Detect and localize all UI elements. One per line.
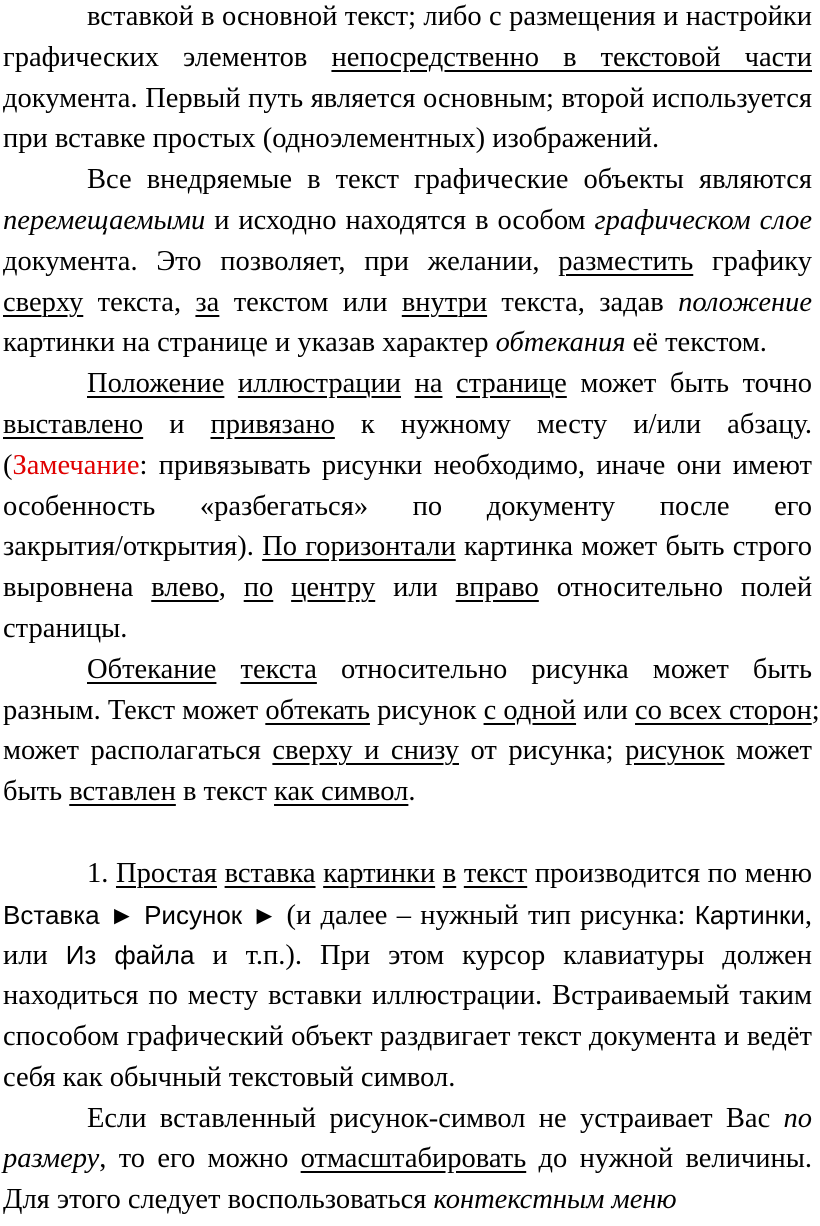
underlined-text: центру (291, 572, 376, 604)
text-line (3, 772, 812, 813)
blank-line (3, 813, 812, 854)
text-line (3, 283, 812, 324)
underlined-text: с одной (483, 694, 577, 726)
text-run: текстом или (233, 286, 388, 318)
underlined-text: вставлен (69, 776, 176, 808)
text-run: к нужному месту и/или абзацу. (360, 408, 813, 440)
text-line (3, 201, 812, 242)
italic-text: перемещаемыми (3, 204, 206, 236)
text-run: её текстом. (632, 327, 767, 359)
text-run: ( (3, 449, 13, 481)
underlined-text: Положение (87, 368, 225, 400)
text-run: картинка может быть строго (464, 531, 812, 563)
underlined-text: обтекать (265, 694, 370, 726)
underlined-text: текст (463, 857, 528, 889)
italic-text: графическом слое (594, 204, 812, 236)
text-line: при вставке простых (одноэлементных) изображений. (3, 123, 660, 155)
text-line: Все внедряемые в текст графические объекты являются (87, 164, 812, 196)
text-line (3, 650, 812, 691)
text-run: разным. Текст может (3, 694, 259, 726)
menu-path-text: Вставка ► Рисунок ► (3, 899, 278, 930)
text-run: может (736, 735, 813, 767)
underlined-text: непосредственно в текстовой части (331, 41, 812, 73)
underlined-text: иллюстрации (237, 368, 402, 400)
text-run: закрытия/открытия). (3, 531, 254, 563)
paragraph-4 (3, 650, 820, 813)
text-line (3, 1139, 812, 1180)
text-line: вставкой в основной текст; либо с размещения и настройки (87, 1, 812, 32)
text-run: (и далее – нужный тип рисунка: (286, 899, 686, 931)
text-line (3, 691, 820, 732)
italic-text: обтекания (495, 327, 626, 359)
text-line (3, 895, 812, 936)
text-line (3, 527, 812, 568)
italic-text: по (783, 1102, 813, 1134)
text-run: или (583, 694, 628, 726)
text-run: , то его можно (99, 1143, 289, 1175)
text-line: документа. Первый путь является основным; второй используется (3, 82, 812, 114)
menu-item-text: Из файла (65, 940, 195, 971)
underlined-text: выставлено (3, 408, 144, 440)
text-run: ; (811, 694, 820, 726)
text-run: или (393, 572, 438, 604)
underlined-text: картинки (323, 857, 436, 889)
underlined-text: сверху (3, 286, 84, 318)
text-run: картинки на странице и указав характер (3, 327, 489, 359)
paragraph-1 (3, 0, 812, 160)
underlined-text: Простая (115, 857, 217, 889)
paragraph-6 (3, 1099, 812, 1221)
underlined-text: разместить (558, 245, 694, 277)
text-run: . (408, 776, 416, 808)
text-run: текста, задав (501, 286, 664, 318)
underlined-text: за (195, 286, 220, 318)
text-line: страницы. (3, 612, 128, 644)
text-run: рисунок (377, 694, 477, 726)
text-run: , (804, 899, 813, 931)
text-line: находиться по месту вставки иллюстрации. Встраиваемый таким (3, 980, 812, 1012)
text-line (3, 446, 812, 487)
text-run: до нужной величины. (538, 1143, 812, 1175)
text-run: производится по меню (534, 857, 813, 889)
text-line (3, 364, 812, 405)
underlined-text: как символ (274, 776, 409, 808)
underlined-text: сверху и снизу (272, 735, 459, 767)
underlined-text: рисунок (625, 735, 725, 767)
note-label: Замечание (12, 449, 140, 481)
underlined-text: внутри (401, 286, 488, 318)
underlined-text: в (442, 857, 457, 889)
text-run: может располагаться (3, 735, 261, 767)
text-line (3, 854, 812, 895)
text-run: графику (711, 245, 812, 277)
paragraph-2 (3, 160, 812, 364)
text-run: или (3, 940, 48, 972)
underlined-text: вставка (224, 857, 316, 889)
text-line (3, 935, 812, 976)
underlined-text: привязано (210, 408, 335, 440)
text-run: Если вставленный рисунок-символ не устраивает Вас (87, 1102, 771, 1134)
text-line (3, 242, 812, 283)
text-run: относительно полей (556, 572, 813, 604)
underlined-text: По горизонтали (262, 531, 456, 563)
underlined-text: на (414, 368, 443, 400)
text-line (3, 405, 812, 446)
text-run: и т.п.). При этом курсор клавиатуры должен (212, 940, 813, 972)
underlined-text: по (243, 572, 274, 604)
text-line: себя как обычный текстовый символ. (3, 1061, 456, 1093)
text-run: , (218, 572, 226, 604)
text-run: может быть точно (580, 368, 813, 400)
underlined-text: странице (456, 368, 567, 400)
text-line (3, 731, 812, 772)
text-run: выровнена (3, 572, 134, 604)
menu-item-text: Картинки (694, 899, 805, 930)
text-run: быть (3, 776, 63, 808)
underlined-text: со всех сторон (635, 694, 812, 726)
text-line (3, 568, 812, 609)
text-run: документа. Это позволяет, при желании, (3, 245, 540, 277)
text-line: особенность «разбегаться» по документу после его (3, 490, 812, 522)
text-run: графических элементов (3, 41, 308, 73)
underlined-text: вправо (455, 572, 539, 604)
text-line: способом графический объект раздвигает текст документа и ведёт (3, 1020, 812, 1052)
list-number: 1. (87, 857, 109, 889)
underlined-text: текста (240, 653, 317, 685)
text-line (3, 1180, 812, 1221)
underlined-text: влево (151, 572, 219, 604)
text-line (3, 38, 812, 79)
text-run: в текст (182, 776, 267, 808)
text-run: : привязывать рисунки необходимо, иначе они имеют (139, 449, 812, 481)
text-line (3, 323, 812, 364)
paragraph-3 (3, 364, 812, 650)
underlined-text: отмасштабировать (300, 1143, 527, 1175)
text-run: и исходно находятся в особом (214, 204, 586, 236)
text-run: относительно рисунка может быть (340, 653, 812, 685)
underlined-text: Обтекание (87, 653, 217, 685)
text-line (3, 1099, 812, 1140)
text-run: и (169, 408, 185, 440)
text-run: текста, (97, 286, 182, 318)
paragraph-5 (3, 854, 812, 1099)
italic-text: положение (678, 286, 813, 318)
italic-text: контекстным меню (433, 1184, 677, 1216)
text-run: от рисунка; (470, 735, 614, 767)
italic-text: размеру (3, 1143, 100, 1175)
text-run: Для этого следует воспользоваться (3, 1184, 427, 1216)
